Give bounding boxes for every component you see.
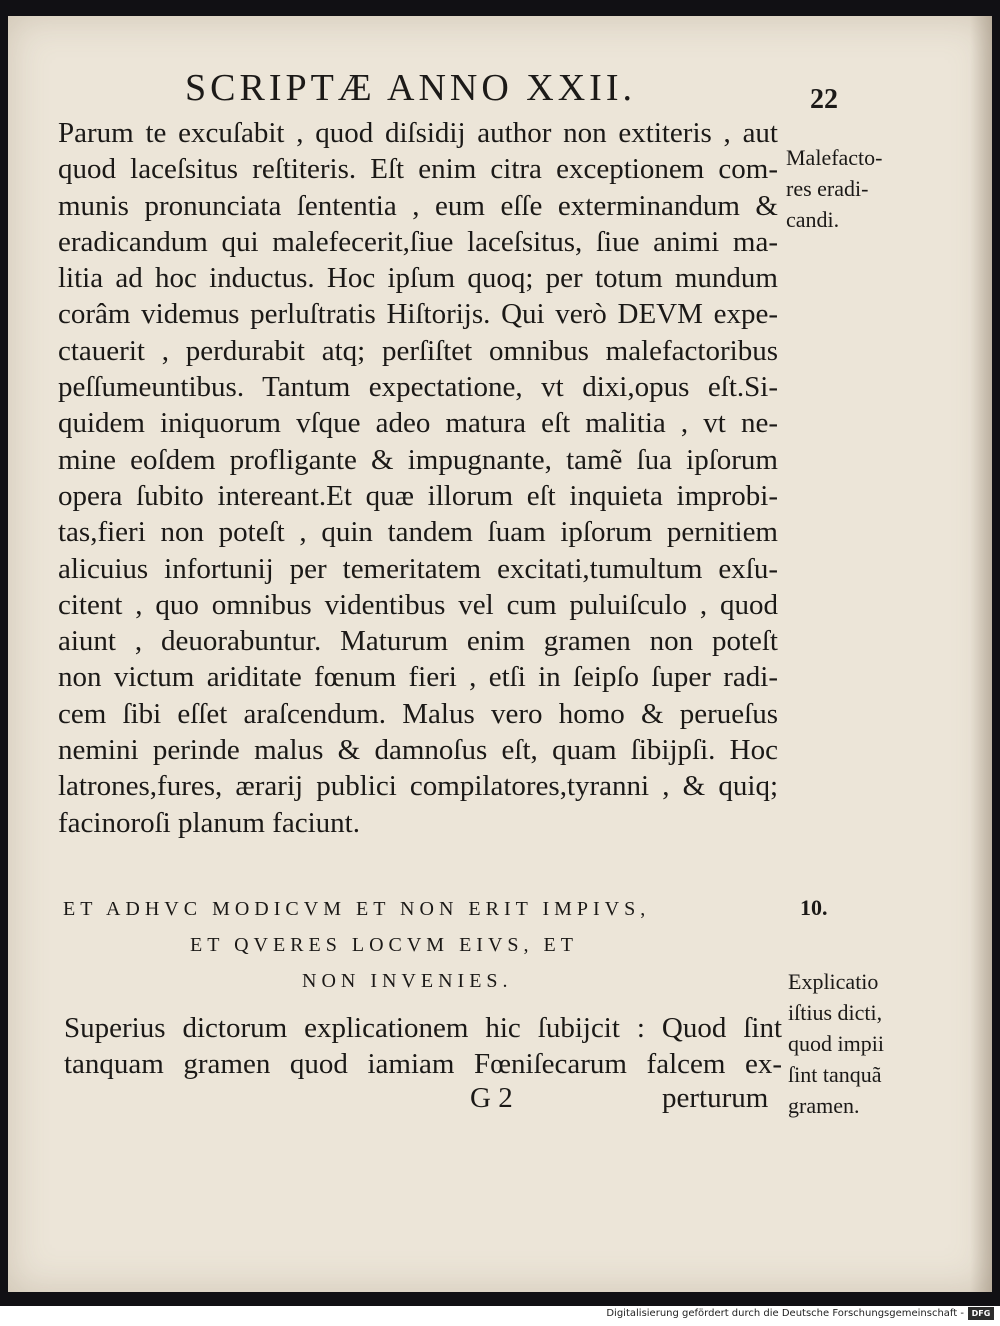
margin-note-line: Malefacto-	[786, 145, 883, 170]
margin-note-explicatio	[788, 966, 884, 1121]
text-line: tas,fieri non poteſt , quin tandem ſuam ipſorum pernitiem	[58, 516, 778, 549]
text-line: tanquam gramen quod iamiam Fœniſecarum falcem ex-	[64, 1048, 782, 1081]
margin-note-line: ſint tanquã	[788, 1062, 882, 1087]
text-line: Parum te excuſabit , quod diſsidij author non extiteris , aut	[58, 117, 778, 149]
margin-note-line: gramen.	[788, 1093, 860, 1118]
verse-heading-line: ET QVERES LOCVM EIVS, ET	[190, 934, 578, 956]
verse-number: 10.	[800, 895, 828, 920]
page-edge-shadow	[970, 16, 992, 1292]
text-line: mine eoſdem profligante & impugnante, tamẽ ſua ipſorum	[58, 443, 778, 476]
margin-note-malefactores	[786, 142, 883, 235]
second-text-block	[64, 1010, 782, 1083]
text-line: aiunt , deuorabuntur. Maturum enim gramen non poteſt	[58, 625, 778, 658]
text-line: latrones,fures, ærarij publici compilatores,tyranni , & quiq;	[58, 770, 778, 803]
text-line: alicuius infortunij per temeritatem excitati,tumultum exſu-	[58, 552, 778, 585]
margin-note-line: quod impii	[788, 1031, 884, 1056]
text-line: quidem iniquorum vſque adeo matura eſt malitia , vt ne-	[58, 407, 778, 440]
margin-note-line: iſtius dicti,	[788, 1000, 883, 1025]
dfg-logo: DFG	[968, 1307, 994, 1320]
text-line: cem ſibi eſſet araſcendum. Malus vero homo & perueſus	[58, 697, 778, 730]
text-line: facinoroſi planum faciunt.	[58, 806, 360, 839]
text-line: litia ad hoc inductus. Hoc ipſum quoq; per totum mundum	[58, 262, 778, 295]
margin-note-line: Explicatio	[788, 969, 879, 994]
text-line: eradicandum qui malefecerit,ſiue laceſsitus, ſiue animi ma-	[58, 225, 778, 258]
page-number: 22	[810, 84, 838, 115]
text-line: peſſumeuntibus. Tantum expectatione, vt dixi,opus eſt.Si-	[58, 371, 778, 404]
text-line: quod laceſsitus reſtiteris. Eſt enim citra exceptionem com-	[58, 153, 778, 186]
verse-heading-line: NON INVENIES.	[302, 970, 513, 992]
digitization-credit: Digitalisierung gefördert durch die Deutsche Forschungsgemeinschaft -	[606, 1308, 964, 1319]
text-line: munis pronunciata ſententia , eum eſſe exterminandum &	[58, 189, 778, 222]
signature-mark: G 2	[470, 1082, 513, 1114]
margin-note-line: candi.	[786, 207, 840, 232]
text-line: non victum ariditate fœnum fieri , etſi in ſeipſo ſuper radi-	[58, 661, 778, 694]
text-line: ctauerit , perdurabit atq; perſiſtet omnibus malefactoribus	[58, 334, 778, 367]
verse-heading-line: ET ADHVC MODICVM ET NON ERIT IMPIVS,	[63, 898, 651, 920]
catchword: perturum	[662, 1082, 769, 1114]
text-line: citent , quo omnibus videntibus vel cum puluiſculo , quod	[58, 588, 778, 621]
margin-note-line: res eradi-	[786, 176, 869, 201]
text-line: nemini perinde malus & damnoſus eſt, quam ſibijpſi. Hoc	[58, 734, 778, 767]
text-line: corâm videmus perluſtratis Hiſtorijs. Qui verò DEVM expe-	[58, 298, 778, 331]
text-line: opera ſubito intereant.Et quæ illorum eſt inquieta improbi-	[58, 479, 778, 512]
running-head: SCRIPTÆ ANNO XXII.	[185, 67, 636, 109]
main-text-block	[58, 115, 778, 841]
text-line: Superius dictorum explicationem hic ſubijcit : Quod ſint	[64, 1012, 782, 1044]
